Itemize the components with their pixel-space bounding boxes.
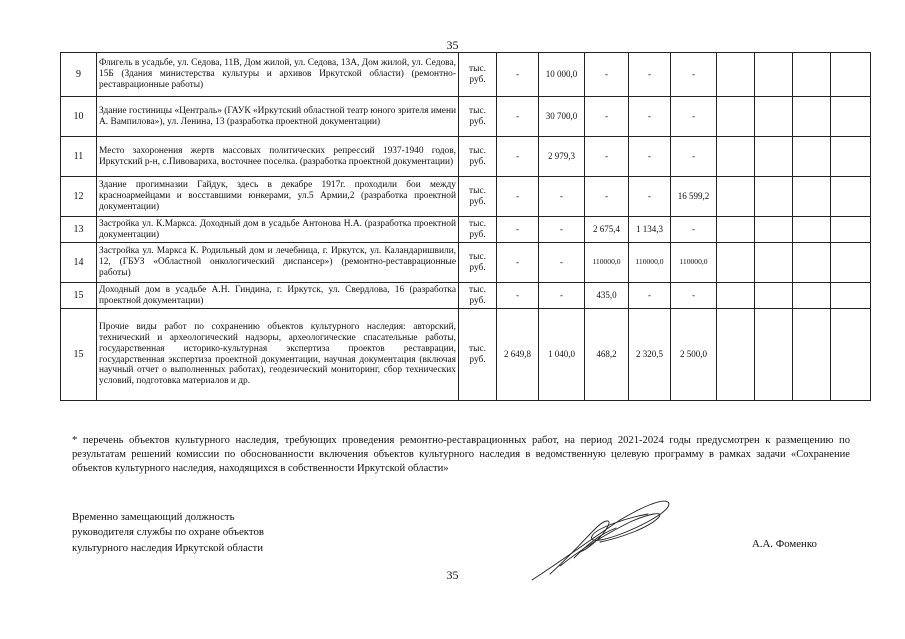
row-number: 9: [61, 53, 97, 97]
table-row: [61, 137, 871, 177]
row-value: 1 134,3: [629, 217, 671, 243]
row-value: 1 040,0: [539, 309, 585, 401]
page-number-bottom: 35: [446, 568, 459, 582]
empty-cell: [717, 283, 755, 309]
row-value: 435,0: [585, 283, 629, 309]
row-value: -: [629, 97, 671, 137]
row-unit: тыс. руб.: [459, 137, 497, 177]
signer-position-line: культурного наследия Иркутской области: [72, 541, 264, 554]
empty-cell: [755, 97, 793, 137]
empty-cell: [717, 243, 755, 283]
page-number-top: 35: [446, 38, 459, 52]
empty-cell: [793, 283, 831, 309]
empty-cell: [831, 97, 871, 137]
row-value: -: [585, 177, 629, 217]
row-number: 15: [61, 309, 97, 401]
row-value: -: [497, 217, 539, 243]
row-value: -: [671, 97, 717, 137]
row-value: -: [585, 53, 629, 97]
row-value: -: [497, 283, 539, 309]
row-unit: тыс. руб.: [459, 309, 497, 401]
signer-position-line: руководителя службы по охране объектов: [72, 526, 264, 539]
row-number: 15: [61, 283, 97, 309]
row-value: 10 000,0: [539, 53, 585, 97]
empty-cell: [831, 177, 871, 217]
row-value: 30 700,0: [539, 97, 585, 137]
row-unit: тыс. руб.: [459, 177, 497, 217]
row-value: -: [497, 177, 539, 217]
empty-cell: [831, 283, 871, 309]
row-unit: тыс. руб.: [459, 97, 497, 137]
row-number: 14: [61, 243, 97, 283]
empty-cell: [717, 53, 755, 97]
row-value: -: [497, 243, 539, 283]
empty-cell: [793, 97, 831, 137]
row-number: 13: [61, 217, 97, 243]
empty-cell: [793, 309, 831, 401]
empty-cell: [793, 243, 831, 283]
budget-table: [60, 52, 871, 401]
row-value: 2 649,8: [497, 309, 539, 401]
row-value: 110000,0: [629, 243, 671, 283]
row-description: Здание прогимназии Гайдук, здесь в декабре 1917г. проходили бои между красноармейцами и восставшими юнкерами, ул.5 Армии,2 (разработка проектной документации): [97, 177, 459, 217]
row-value: -: [671, 53, 717, 97]
row-unit: тыс. руб.: [459, 243, 497, 283]
row-value: -: [539, 243, 585, 283]
table-row: [61, 309, 871, 401]
empty-cell: [831, 309, 871, 401]
empty-cell: [793, 217, 831, 243]
row-value: -: [671, 283, 717, 309]
row-value: -: [497, 53, 539, 97]
empty-cell: [755, 309, 793, 401]
empty-cell: [831, 243, 871, 283]
row-value: 468,2: [585, 309, 629, 401]
empty-cell: [831, 217, 871, 243]
row-value: -: [585, 97, 629, 137]
row-value: -: [497, 97, 539, 137]
row-value: -: [629, 137, 671, 177]
table-row: [61, 97, 871, 137]
row-value: -: [629, 53, 671, 97]
empty-cell: [755, 283, 793, 309]
row-value: -: [585, 137, 629, 177]
row-description: Здание гостиницы «Централь» (ГАУК «Иркутский областной театр юного зрителя имени А. Вампилова»), ул. Ленина, 13 (разработка проектной документации): [97, 97, 459, 137]
row-value: -: [539, 177, 585, 217]
empty-cell: [717, 309, 755, 401]
row-value: 2 500,0: [671, 309, 717, 401]
table-row: [61, 53, 871, 97]
row-value: 110000,0: [585, 243, 629, 283]
row-description: Флигель в усадьбе, ул. Седова, 11В, Дом жилой, ул. Седова, 13А, Дом жилой, ул. Седова, 15Б (Здания министерства культуры и архивов Иркутской области) (ремонтно-реставрационные работы): [97, 53, 459, 97]
empty-cell: [755, 53, 793, 97]
empty-cell: [755, 177, 793, 217]
row-value: 16 599,2: [671, 177, 717, 217]
row-number: 11: [61, 137, 97, 177]
empty-cell: [793, 53, 831, 97]
row-description: Застройка ул. Маркса К. Родильный дом и лечебница, г. Иркутск, ул. Каландаришвили, 12, (ГБУЗ «Областной онкологический диспансер») (ремонтно-реставрационные работы): [97, 243, 459, 283]
footnote: * перечень объектов культурного наследия, требующих проведения ремонтно-реставрационных работ, на период 2021-2024 годы предусмотрен к размещению по результатам решений комиссии по обоснованности включения объектов культурного наследия в ведомственную целевую программу в рамках задачи «Сохранение объектов культурного наследия, находящихся в собственности Иркутской области»: [72, 435, 850, 474]
empty-cell: [717, 177, 755, 217]
empty-cell: [831, 137, 871, 177]
row-value: -: [671, 217, 717, 243]
table-row: [61, 243, 871, 283]
empty-cell: [717, 137, 755, 177]
table-row: [61, 217, 871, 243]
empty-cell: [831, 53, 871, 97]
row-value: -: [539, 283, 585, 309]
empty-cell: [755, 137, 793, 177]
row-value: -: [539, 217, 585, 243]
row-unit: тыс. руб.: [459, 217, 497, 243]
row-number: 10: [61, 97, 97, 137]
empty-cell: [755, 243, 793, 283]
row-value: -: [629, 177, 671, 217]
table-row: [61, 177, 871, 217]
row-description: Застройка ул. К.Маркса. Доходный дом в усадьбе Антонова Н.А. (разработка проектной документации): [97, 217, 459, 243]
row-value: 110000,0: [671, 243, 717, 283]
signer-position-line: Временно замещающий должность: [72, 511, 235, 523]
table-row: [61, 283, 871, 309]
row-unit: тыс. руб.: [459, 283, 497, 309]
empty-cell: [793, 137, 831, 177]
empty-cell: [717, 97, 755, 137]
row-value: 2 979,3: [539, 137, 585, 177]
row-value: 2 320,5: [629, 309, 671, 401]
empty-cell: [717, 217, 755, 243]
empty-cell: [793, 177, 831, 217]
row-value: -: [497, 137, 539, 177]
row-description: Прочие виды работ по сохранению объектов культурного наследия: авторский, технический и археологический надзоры, археологические спасательные работы, государственная историко-культурная экспертиза проектов реставрации, государственная экспертиза проектной документации, научная документация (включая научный отчет о выполненных работах), геодезический мониторинг, сбор технических условий, подготовка материалов и др.: [97, 309, 459, 401]
row-description: Доходный дом в усадьбе А.Н. Гиндина, г. Иркутск, ул. Свердлова, 16 (разработка проектной документации): [97, 283, 459, 309]
signer-name: А.А. Фоменко: [752, 538, 817, 550]
empty-cell: [755, 217, 793, 243]
row-number: 12: [61, 177, 97, 217]
row-value: -: [629, 283, 671, 309]
row-value: 2 675,4: [585, 217, 629, 243]
signer-position: [72, 510, 372, 556]
row-description: Место захоронения жертв массовых политических репрессий 1937-1940 годов, Иркутский р-н, с.Пивовариха, восточнее поселка. (разработка проектной документации): [97, 137, 459, 177]
row-unit: тыс. руб.: [459, 53, 497, 97]
row-value: -: [671, 137, 717, 177]
